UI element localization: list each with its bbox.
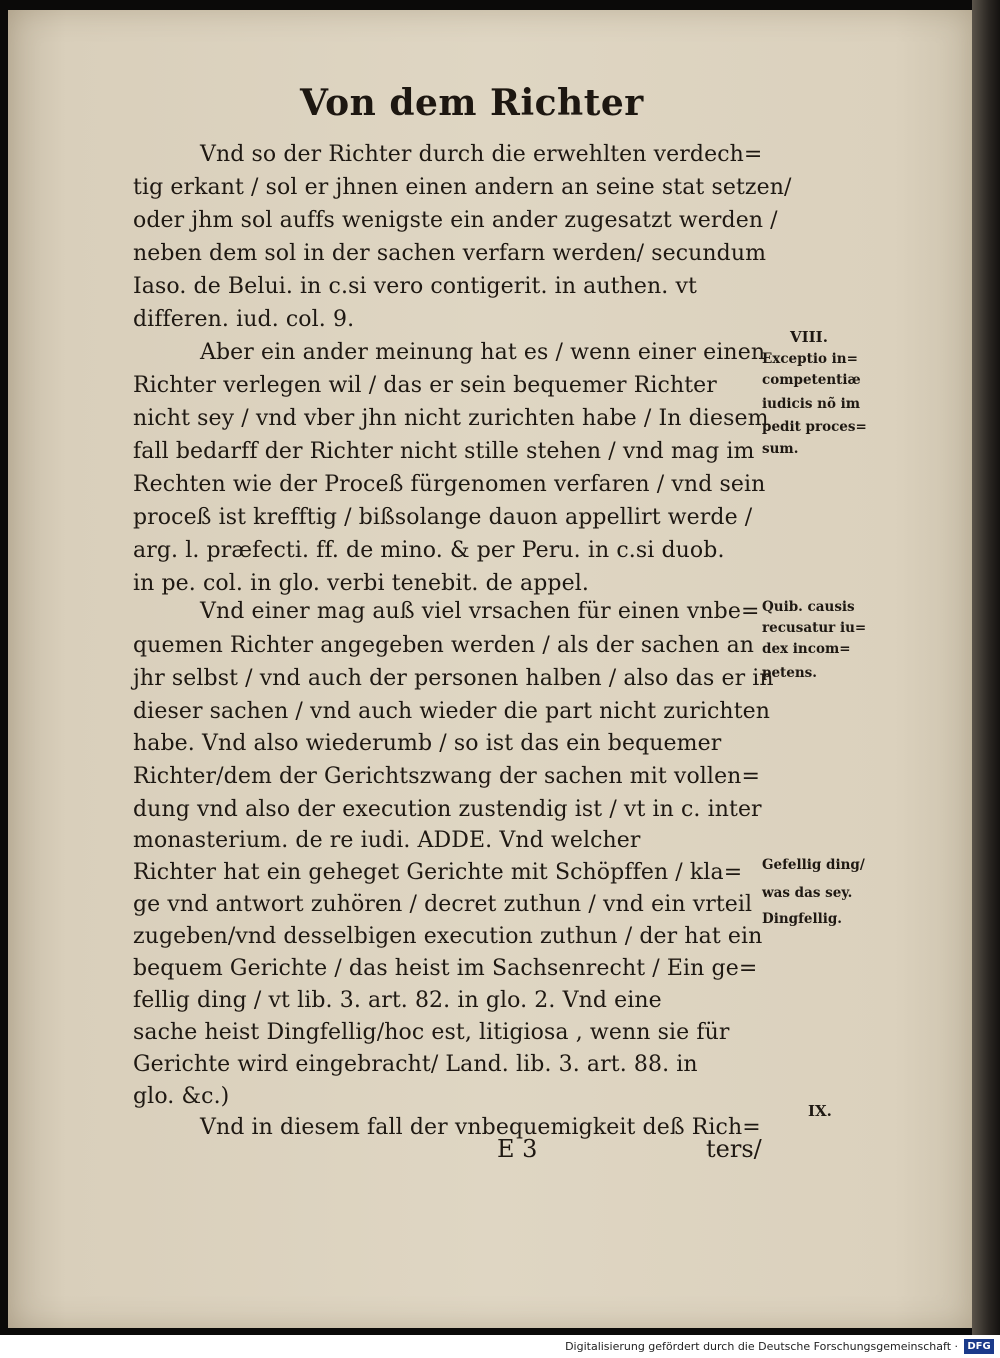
text-line: proceß ist krefftig / bißsolange dauon appellirt werde / bbox=[133, 505, 753, 530]
text-line: habe. Vnd also wiederumb / so ist das ein bequemer bbox=[133, 731, 722, 756]
margin-note: Gefellig ding/ bbox=[762, 857, 865, 873]
dfg-logo-icon: DFG bbox=[964, 1339, 994, 1354]
margin-note: Dingfellig. bbox=[762, 911, 843, 927]
text-line: tig erkant / sol er jhnen einen andern an seine stat setzen/ bbox=[133, 175, 792, 200]
text-line: Aber ein ander meinung hat es / wenn einer einen bbox=[200, 340, 766, 365]
text-line: Richter/dem der Gerichtszwang der sachen mit vollen= bbox=[133, 764, 760, 789]
signature-mark: E 3 bbox=[497, 1135, 538, 1163]
text-line: dieser sachen / vnd auch wieder die part nicht zurichten bbox=[133, 699, 771, 724]
margin-note: Exceptio in= bbox=[762, 351, 858, 367]
text-line: bequem Gerichte / das heist im Sachsenrecht / Ein ge= bbox=[133, 956, 758, 981]
margin-note: petens. bbox=[762, 665, 817, 681]
text-line: Vnd in diesem fall der vnbequemigkeit deß Rich= bbox=[200, 1115, 761, 1140]
margin-note: iudicis nõ im bbox=[762, 396, 861, 412]
text-line: Richter verlegen wil / das er sein bequemer Richter bbox=[133, 373, 717, 398]
text-line: neben dem sol in der sachen verfarn werden/ secundum bbox=[133, 241, 767, 266]
text-line: arg. l. præfecti. ff. de mino. & per Peru. in c.si duob. bbox=[133, 538, 725, 563]
footer-credit: Digitalisierung gefördert durch die Deutsche Forschungsgemeinschaft · bbox=[565, 1340, 958, 1353]
page-title: Von dem Richter bbox=[300, 82, 644, 124]
margin-note: was das sey. bbox=[762, 885, 853, 901]
margin-note: recusatur iu= bbox=[762, 620, 867, 636]
text-line: Richter hat ein geheget Gerichte mit Schöpffen / kla= bbox=[133, 860, 743, 885]
text-line: glo. &c.) bbox=[133, 1084, 230, 1109]
text-line: in pe. col. in glo. verbi tenebit. de appel. bbox=[133, 571, 589, 596]
margin-note: dex incom= bbox=[762, 641, 851, 657]
margin-note: Quib. causis bbox=[762, 599, 855, 615]
text-line: quemen Richter angegeben werden / als der sachen an bbox=[133, 633, 755, 658]
text-line: Vnd einer mag auß viel vrsachen für einen vnbe= bbox=[200, 599, 760, 624]
text-line: fall bedarff der Richter nicht stille stehen / vnd mag im bbox=[133, 439, 755, 464]
text-line: oder jhm sol auffs wenigste ein ander zugesatzt werden / bbox=[133, 208, 778, 233]
margin-note: sum. bbox=[762, 441, 799, 457]
catchword: ters/ bbox=[706, 1135, 762, 1163]
text-line: fellig ding / vt lib. 3. art. 82. in glo. 2. Vnd eine bbox=[133, 988, 662, 1013]
text-line: differen. iud. col. 9. bbox=[133, 307, 355, 332]
footer-bar bbox=[0, 1335, 1000, 1358]
text-line: Gerichte wird eingebracht/ Land. lib. 3. art. 88. in bbox=[133, 1052, 698, 1077]
margin-note: competentiæ bbox=[762, 372, 861, 388]
margin-note-section-number: VIII. bbox=[790, 328, 828, 346]
text-line: dung vnd also der execution zustendig ist / vt in c. inter bbox=[133, 797, 762, 822]
text-line: nicht sey / vnd vber jhn nicht zurichten habe / In diesem bbox=[133, 406, 769, 431]
text-line: Vnd so der Richter durch die erwehlten verdech= bbox=[200, 142, 763, 167]
margin-note: pedit proces= bbox=[762, 419, 867, 435]
text-line: zugeben/vnd desselbigen execution zuthun / der hat ein bbox=[133, 924, 763, 949]
page-edge-shadow bbox=[972, 0, 1000, 1335]
text-line: Iaso. de Belui. in c.si vero contigerit. in authen. vt bbox=[133, 274, 697, 299]
text-line: jhr selbst / vnd auch der personen halben / also das er in bbox=[133, 666, 774, 691]
text-line: ge vnd antwort zuhören / decret zuthun / vnd ein vrteil bbox=[133, 892, 753, 917]
margin-note-section-number: IX. bbox=[808, 1102, 832, 1120]
text-line: monasterium. de re iudi. ADDE. Vnd welcher bbox=[133, 828, 641, 853]
text-line: sache heist Dingfellig/hoc est, litigiosa , wenn sie für bbox=[133, 1020, 730, 1045]
text-line: Rechten wie der Proceß fürgenomen verfaren / vnd sein bbox=[133, 472, 766, 497]
